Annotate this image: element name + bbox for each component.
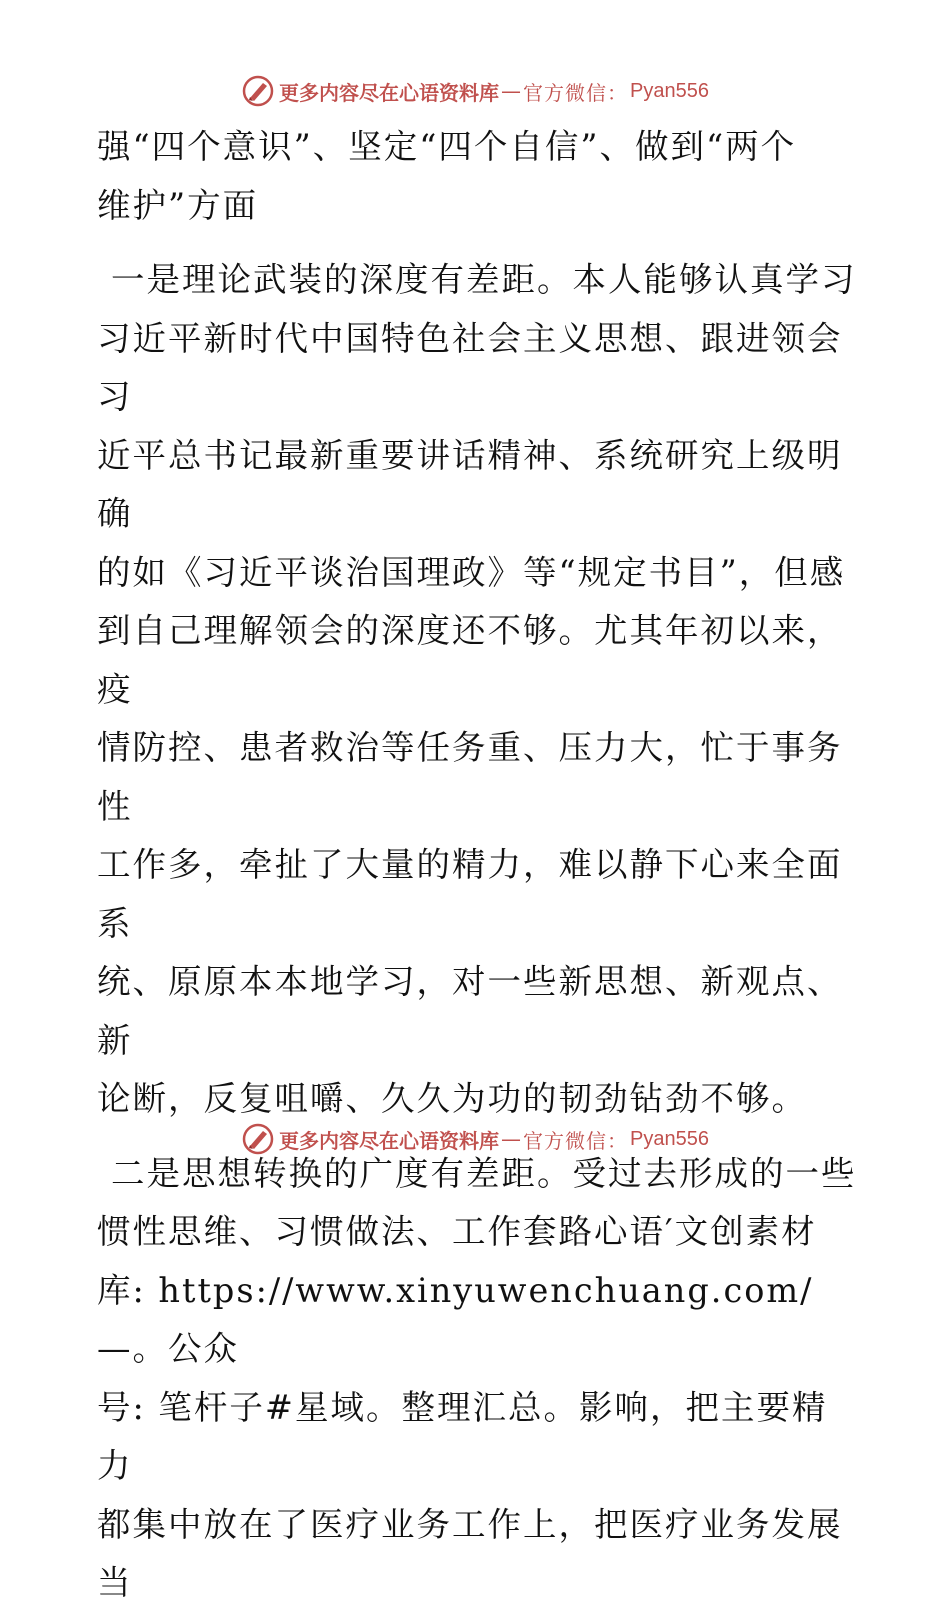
watermark-dash: — [501, 1127, 522, 1151]
text-line: 惯性思维、习惯做法、工作套路心语′文创素材 [97, 1212, 817, 1251]
text-line: 到自己理解领会的深度还不够。尤其年初以来，疫 [97, 611, 843, 709]
text-line: 的如《习近平谈治国理政》等“规定书目”，但感 [97, 552, 846, 592]
text-line: 维护”方面 [97, 185, 259, 225]
text-line: 习近平新时代中国特色社会主义思想、跟进领会习 [97, 318, 843, 416]
writing-hand-logo-icon [241, 74, 275, 108]
text-line: 号: 笔杆子#星域。整理汇总。影响，把主要精力 [97, 1387, 828, 1485]
watermark-official-label: 官方微信： [523, 1128, 629, 1153]
paragraph-theory [97, 251, 857, 1129]
text-line: 一是理论武装的深度有差距。本人能够认真学习 [111, 260, 857, 299]
paragraph-heading-continuation [97, 118, 857, 235]
text-line: 都集中放在了医疗业务工作上，把医疗业务发展当 [97, 1504, 843, 1602]
document-body [97, 118, 857, 1613]
watermark-wechat-id: Pyan556 [630, 79, 709, 102]
footer-watermark [0, 1122, 950, 1156]
writing-hand-logo-icon [241, 1122, 275, 1156]
text-line: 情防控、患者救治等任务重、压力大，忙于事务性 [97, 728, 843, 826]
text-line: 统、原原本本地学习，对一些新思想、新观点、新 [97, 962, 843, 1060]
watermark-dash: — [501, 79, 522, 103]
paragraph-thinking [97, 1145, 857, 1613]
header-watermark [0, 74, 950, 108]
text-line: 论断，反复咀嚼、久久为功的韧劲钻劲不够。 [97, 1079, 807, 1118]
watermark-wechat-id: Pyan556 [630, 1127, 709, 1150]
text-line: 二是思想转换的广度有差距。受过去形成的一些 [111, 1153, 857, 1193]
watermark-brand: 更多内容尽在心语资料库 [279, 80, 500, 105]
text-line: 工作多，牵扯了大量的精力，难以静下心来全面系 [97, 845, 843, 943]
watermark-brand: 更多内容尽在心语资料库 [279, 1128, 500, 1153]
text-line: 近平总书记最新重要讲话精神、系统研究上级明确 [97, 435, 843, 533]
text-line: 库: https://www.xinyuwenchuang.com/—。公众 [97, 1270, 814, 1368]
text-line: 强“四个意识”、坚定“四个自信”、做到“两个 [97, 127, 797, 166]
watermark-official-label: 官方微信： [523, 80, 629, 105]
